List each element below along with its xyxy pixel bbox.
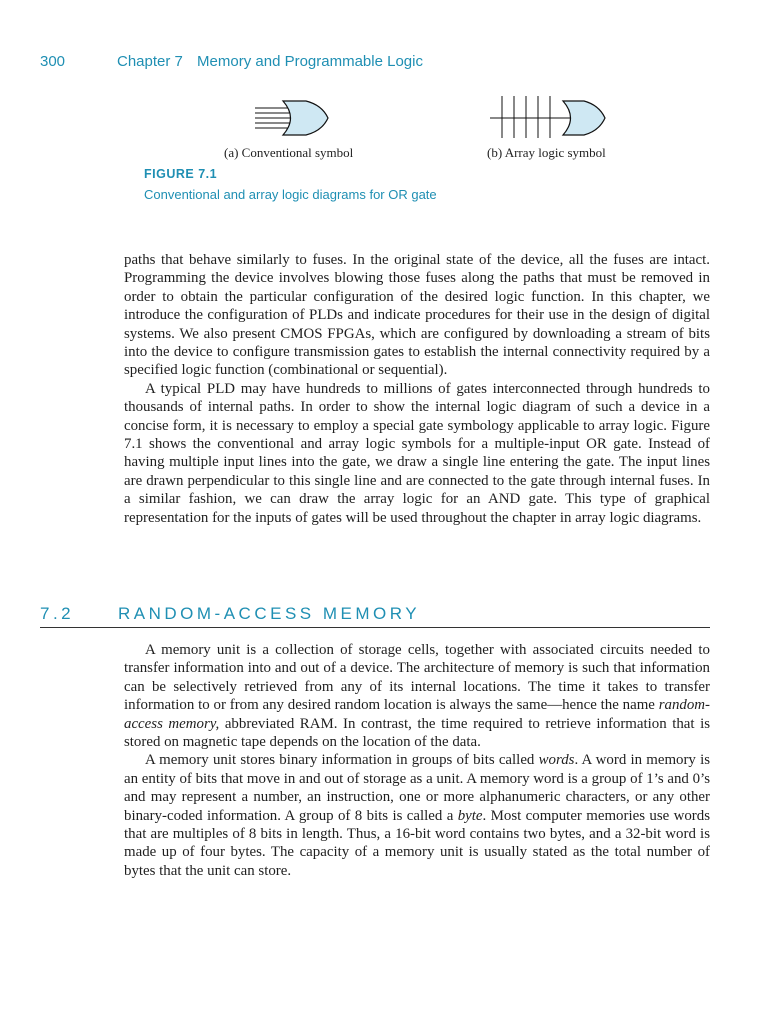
page-number: 300 [40, 53, 66, 70]
paragraph [124, 751, 710, 880]
text-run: . Most computer memories use words that are multiples of 8 bits in length. Thus, a 16-bit word contains two bytes, and a 32-bit word is made up of four bytes. The capacity of a memory unit is usually stated as the total number of bytes that the unit can store. [124, 807, 711, 879]
intro-text [124, 251, 710, 527]
text-run: A memory unit stores binary information in groups of bits called [145, 752, 539, 769]
paragraph: A typical PLD may have hundreds to millions of gates interconnected through hundreds to thousands of internal paths. In order to show the internal logic diagram of such a device in a concise form, it is necessary to employ a special gate symbology applicable to array logic. Figure 7.1 shows the conventional and array logic symbols for a multiple-input OR gate. Instead of having multiple input lines into the gate, we draw a single line entering the gate. The input lines are drawn perpendicular to this single line and are connected to the gate through internal fuses. In a similar fashion, we can draw the array logic for an AND gate. This type of graphical representation for the inputs of gates will be used throughout the chapter in array logic diagrams. [124, 380, 710, 526]
chapter-title: Memory and Programmable Logic [197, 53, 423, 70]
section-title: RANDOM-ACCESS MEMORY [118, 604, 421, 623]
ram-text [124, 641, 710, 880]
paragraph [124, 641, 710, 751]
text-run: abbreviated RAM. In contrast, the time required to retrieve information that is stored on magnetic tape depends on the location of the data. [124, 715, 710, 751]
figure-label: FIGURE 7.1 [144, 167, 218, 181]
text-run: . A word in memory is an entity of bits that move in and out of storage as a unit. A memory word is a group of 1’s and 0’s and may represent a number, an instruction, one or more alphanumeric characters, or any other binary-coded information. A group of 8 bits is called a [124, 752, 711, 824]
running-header [40, 53, 423, 70]
caption-array-logic-symbol: (b) Array logic symbol [487, 145, 606, 160]
emphasis-text: words [538, 752, 575, 769]
caption-conventional-symbol: (a) Conventional symbol [224, 145, 354, 160]
chapter-label: Chapter 7 [117, 53, 183, 70]
text-run: A memory unit is a collection of storage cells, together with associated circuits needed to transfer information into and out of a device. The architecture of memory is such that information can be selectively retrieved from any of its internal locations. The time it takes to transfer information to or from any desired random location is always the same—hence the name [124, 642, 710, 714]
section-heading [40, 604, 710, 628]
array-logic-or-gate [490, 96, 605, 138]
figure-title: Conventional and array logic diagrams for OR gate [144, 187, 437, 202]
or-gate-figure [0, 88, 768, 143]
paragraph: paths that behave similarly to fuses. In the original state of the device, all the fuses are intact. Programming the device involves blowing those fuses along the paths that must be removed in order to obtain the particular configuration of the desired logic function. In this chapter, we introduce the configuration of PLDs and indicate procedures for their use in the design of digital systems. We also present CMOS FPGAs, which are configured by downloading a stream of bits into the device to configure transmission gates to establish the internal connectivity required by a specified logic function (combinational or sequential). [124, 252, 710, 379]
conventional-or-gate [255, 101, 328, 135]
emphasis-text: random-access memory, [124, 697, 710, 732]
emphasis-text: byte [457, 807, 483, 824]
section-number: 7.2 [40, 604, 75, 623]
